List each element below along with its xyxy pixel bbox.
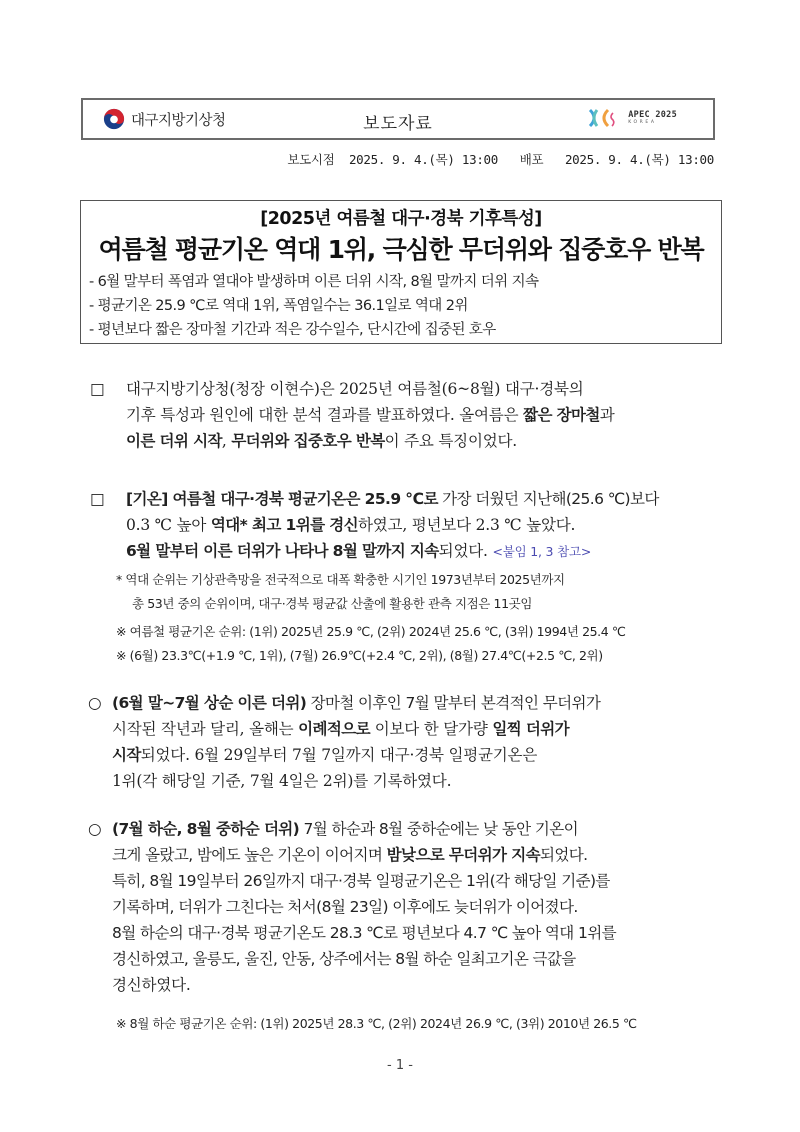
note-late-august-ranking: ※ 8월 하순 평균기온 순위: (1위) 2025년 28.3 ℃, (2위) 2024년 26.9 ℃, (3위) 2010년 26.5 ℃ bbox=[116, 1016, 637, 1031]
square-bullet-icon: □ bbox=[90, 380, 105, 398]
emphasis: (6월 말~7월 상순 이른 더위) bbox=[112, 694, 307, 712]
headline-title: 여름철 평균기온 역대 1위, 극심한 무더위와 집중호우 반복 bbox=[98, 235, 704, 264]
paragraph-line: 기록하며, 더위가 그친다는 처서(8월 23일) 이후에도 늦더위가 이어졌다. bbox=[112, 898, 578, 916]
attachment-reference-link[interactable]: <붙임 1, 3 참고> bbox=[492, 544, 592, 559]
paragraph-line: 시작되었다. 6월 29일부터 7월 7일까지 대구·경북 일평균기온은 bbox=[112, 746, 538, 764]
headline-box bbox=[80, 200, 722, 344]
square-bullet-icon: □ bbox=[90, 490, 105, 508]
paragraph-line: [기온] 여름철 대구·경북 평균기온은 25.9 ℃로 가장 더웠던 지난해(25.6 ℃)보다 bbox=[126, 490, 659, 508]
page-number: - 1 - bbox=[387, 1058, 413, 1073]
apec-logo bbox=[588, 107, 677, 129]
paragraph-line: (7월 하순, 8월 중하순 더위) 7월 하순과 8월 중하순에는 낮 동안 기온이 bbox=[112, 820, 578, 838]
circle-bullet-icon: ○ bbox=[88, 820, 102, 838]
paragraph-line: 경신하였고, 울릉도, 울진, 안동, 상주에서는 8월 하순 일최고기온 극값을 bbox=[112, 950, 576, 968]
apec-subtitle: KOREA bbox=[628, 120, 657, 125]
circle-bullet-icon: ○ bbox=[88, 694, 102, 712]
paragraph-temperature bbox=[90, 486, 744, 565]
paragraph-line: 8월 하순의 대구·경북 평균기온도 28.3 ℃로 평년보다 4.7 ℃ 높아 역대 1위를 bbox=[112, 924, 616, 942]
emphasis: 무더위와 집중호우 반복 bbox=[231, 432, 385, 450]
paragraph-intro bbox=[90, 376, 744, 454]
emphasis: [기온] 여름철 대구·경북 평균기온은 25.9 ℃로 bbox=[126, 490, 438, 508]
doc-type-title: 보도자료 bbox=[363, 114, 433, 134]
emphasis: (7월 하순, 8월 중하순 더위) bbox=[112, 820, 300, 838]
org-name: 대구지방기상청 bbox=[131, 112, 226, 129]
emphasis: 역대* 최고 1위를 경신 bbox=[210, 516, 358, 534]
distribution-label: 배포 bbox=[519, 152, 544, 167]
emphasis: 6월 말부터 이른 더위가 나타나 8월 말까지 지속 bbox=[126, 542, 439, 560]
note-ranking: ※ 여름철 평균기온 순위: (1위) 2025년 25.9 ℃, (2위) 2024년 25.6 ℃, (3위) 1994년 25.4 ℃ bbox=[116, 624, 626, 639]
headline-bullet: - 6월 말부터 폭염과 열대야 발생하며 이른 더위 시작, 8월 말까지 더위 지속 bbox=[89, 274, 539, 290]
release-info bbox=[287, 150, 714, 168]
paragraph-line: 시작된 작년과 달리, 올해는 이례적으로 이보다 한 달가량 일찍 더위가 bbox=[112, 720, 570, 738]
paragraph-line: (6월 말~7월 상순 이른 더위) 장마철 이후인 7월 말부터 본격적인 무더위가 bbox=[112, 694, 601, 712]
paragraph-line: 경신하였다. bbox=[112, 976, 191, 994]
release-time-label: 보도시점 bbox=[287, 152, 335, 167]
apec-mark-icon bbox=[588, 107, 624, 129]
apec-title: APEC 2025 bbox=[628, 109, 677, 120]
emphasis: 이례적으로 bbox=[298, 720, 371, 738]
headline-subtitle: [2025년 여름철 대구·경북 기후특성] bbox=[260, 209, 542, 229]
paragraph-line: 0.3 ℃ 높아 역대* 최고 1위를 경신하였고, 평년보다 2.3 ℃ 높았다. bbox=[126, 516, 576, 534]
paragraph-line: 크게 올랐고, 밤에도 높은 기온이 이어지며 밤낮으로 무더위가 지속되었다. bbox=[112, 846, 588, 864]
paragraph-late-heat bbox=[88, 816, 728, 998]
emphasis: 일찍 더위가 bbox=[492, 720, 570, 738]
paragraph-line: 6월 말부터 이른 더위가 나타나 8월 말까지 지속되었다. <붙임 1, 3 참고> bbox=[126, 542, 592, 560]
paragraph-line: 대구지방기상청(청장 이현수)은 2025년 여름철(6~8월) 대구·경북의 bbox=[126, 380, 584, 398]
paragraph-line: 이른 더위 시작, 무더위와 집중호우 반복이 주요 특징이었다. bbox=[126, 432, 518, 450]
emphasis: 밤낮으로 무더위가 지속 bbox=[386, 846, 540, 864]
headline-bullet: - 평년보다 짧은 장마철 기간과 적은 강수일수, 단시간에 집중된 호우 bbox=[89, 322, 496, 338]
paragraph-line: 기후 특성과 원인에 대한 분석 결과를 발표하였다. 올여름은 짧은 장마철과 bbox=[126, 406, 615, 424]
headline-bullets bbox=[89, 270, 538, 342]
release-time-value: 2025. 9. 4.(목) 13:00 bbox=[348, 152, 498, 167]
note-monthly: ※ (6월) 23.3℃(+1.9 ℃, 1위), (7월) 26.9℃(+2.4 ℃, 2위), (8월) 27.4℃(+2.5 ℃, 2위) bbox=[116, 648, 603, 663]
emphasis: 시작 bbox=[112, 746, 141, 764]
footnote: 총 53년 중의 순위이며, 대구·경북 평균값 산출에 활용한 관측 지점은 11곳임 bbox=[132, 596, 532, 611]
footnote: * 역대 순위는 기상관측망을 전국적으로 대폭 확충한 시기인 1973년부터 2025년까지 bbox=[116, 572, 565, 587]
emphasis: 이른 더위 시작 bbox=[126, 432, 222, 450]
emphasis: 짧은 장마철 bbox=[523, 406, 600, 424]
paragraph-line: 1위(각 해당일 기준, 7월 4일은 2위)를 기록하였다. bbox=[112, 772, 452, 790]
headline-bullet: - 평균기온 25.9 ℃로 역대 1위, 폭염일수는 36.1일로 역대 2위 bbox=[89, 298, 468, 314]
header-box bbox=[81, 98, 715, 140]
paragraph-line: 특히, 8월 19일부터 26일까지 대구·경북 일평균기온은 1위(각 해당일 기준)를 bbox=[112, 872, 610, 890]
paragraph-early-heat bbox=[88, 690, 728, 794]
distribution-value: 2025. 9. 4.(목) 13:00 bbox=[564, 152, 714, 167]
